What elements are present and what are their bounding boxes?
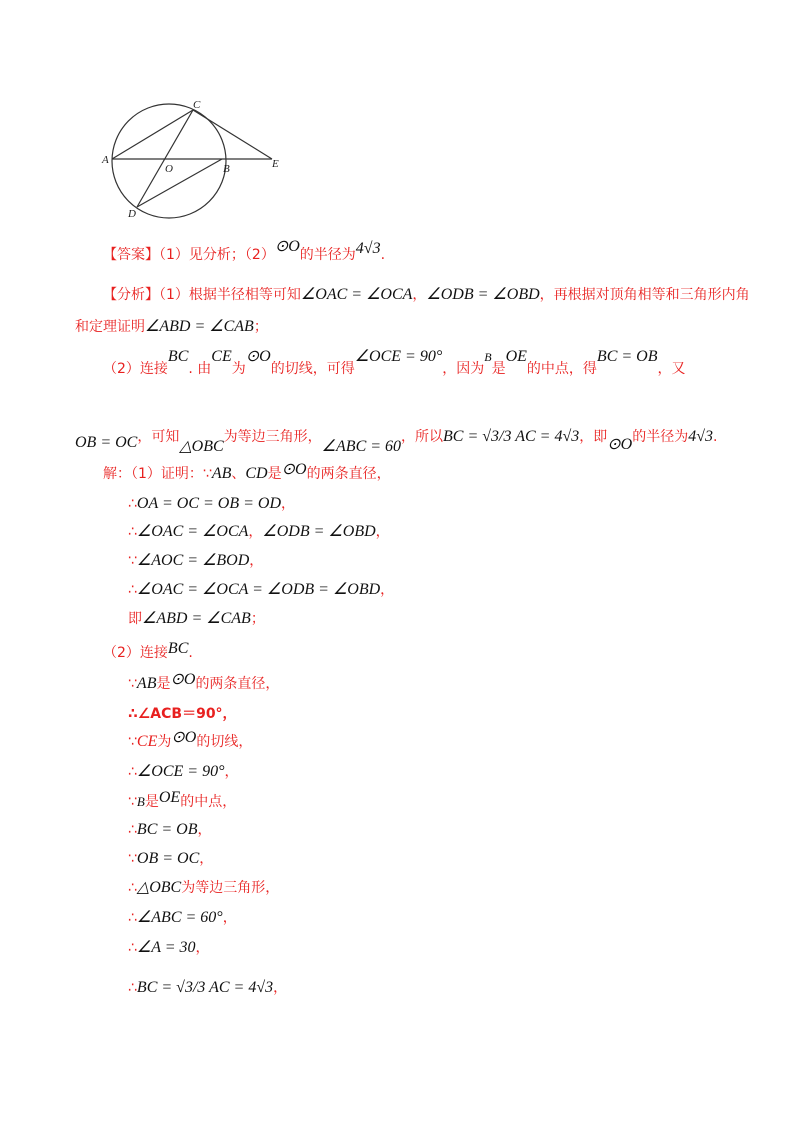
sol-l7-c: . bbox=[188, 645, 193, 661]
analysis-p2-dot: . 由 bbox=[188, 361, 212, 377]
sol-l4-s: ∵ bbox=[128, 553, 137, 569]
solution-line-18 bbox=[128, 977, 287, 997]
solution-line-15 bbox=[128, 877, 279, 897]
analysis-p3e: 的半径为 bbox=[632, 429, 689, 445]
sol-l18-c: ， bbox=[273, 980, 288, 996]
sol-l5-c: ， bbox=[380, 582, 395, 598]
math-odb-obd: ∠ODB = ∠OBD bbox=[426, 286, 540, 303]
answer-value: 4√3 bbox=[355, 240, 381, 257]
sol-l13-c: ， bbox=[197, 822, 212, 838]
geometry-figure bbox=[95, 95, 295, 225]
sol-l12-s: ∵ bbox=[128, 794, 137, 810]
sol-l14-s: ∵ bbox=[128, 851, 137, 867]
solution-line-3 bbox=[128, 521, 390, 541]
sol-l14-c: ， bbox=[199, 851, 214, 867]
answer-circle-o: ⊙O bbox=[274, 238, 300, 255]
label-b: B bbox=[223, 163, 230, 175]
analysis-p3d: ，即 bbox=[579, 429, 608, 445]
analysis-p2-tangent: 的切线，可得 bbox=[270, 361, 355, 377]
math-circle-o: ⊙O bbox=[245, 348, 271, 365]
math-bc-expr: BC = √3/3 AC = 4√3 bbox=[443, 428, 580, 445]
label-o: O bbox=[165, 163, 173, 175]
label-a: A bbox=[102, 154, 109, 166]
sol-l11-s: ∴ bbox=[128, 764, 137, 780]
answer-line bbox=[103, 238, 386, 264]
solution-line-4 bbox=[128, 550, 263, 570]
analysis-p1b: ，再根据对顶角相等和三角形内角 bbox=[539, 287, 750, 303]
solution-line-16 bbox=[128, 907, 237, 927]
math-ob-oc: OB = OC bbox=[75, 434, 138, 451]
math-ce: CE bbox=[211, 348, 232, 365]
sol-l8-shi: 是 bbox=[156, 676, 171, 692]
sol-l17-c: ， bbox=[195, 940, 210, 956]
sol-l3-m1: ∠OAC = ∠OCA bbox=[136, 523, 249, 540]
sol-l8-m: AB bbox=[136, 675, 157, 692]
sol-l12-oe: OE bbox=[158, 789, 181, 806]
answer-tag: 【答案】 bbox=[103, 247, 159, 263]
math-oe: OE bbox=[505, 348, 527, 365]
solution-line-5 bbox=[128, 579, 394, 599]
sol-l5-s: ∴ bbox=[128, 582, 137, 598]
analysis-p1c: 和定理证明 bbox=[75, 319, 145, 335]
solution-line-13 bbox=[128, 819, 212, 839]
analysis-p3c: ，所以 bbox=[401, 429, 444, 445]
solution-line-8 bbox=[128, 673, 279, 693]
sol-l3-c: ， bbox=[248, 524, 263, 540]
sol-l10-m: CE bbox=[136, 733, 158, 750]
analysis-line-1 bbox=[103, 284, 750, 304]
sol-l15-s: ∴ bbox=[128, 880, 137, 896]
sol-l10-s: ∵ bbox=[128, 734, 137, 750]
sol-l8-o: ⊙O bbox=[170, 671, 196, 688]
answer-radius-text: 的半径为 bbox=[299, 247, 356, 263]
sol-l5-m: ∠OAC = ∠OCA = ∠ODB = ∠OBD bbox=[136, 581, 381, 598]
analysis-p3b: 为等边三角形， bbox=[223, 429, 322, 445]
analysis-p2-mid: 的中点，得 bbox=[526, 361, 597, 377]
sol-l15-m: △OBC bbox=[136, 879, 182, 896]
line-ac bbox=[112, 110, 193, 159]
analysis-p1a: （1）根据半径相等可知 bbox=[159, 287, 301, 303]
sol-l10-wei: 为 bbox=[157, 734, 172, 750]
math-tri-obc: △OBC bbox=[179, 438, 224, 455]
sol-l2-m: OA = OC = OB = OD bbox=[136, 495, 282, 512]
sol-l10-b: 的切线， bbox=[196, 734, 253, 750]
sol-l11-m: ∠OCE = 90° bbox=[136, 763, 225, 780]
sol-l13-m: BC = OB bbox=[136, 821, 198, 838]
sol-l12-m: B bbox=[136, 794, 145, 809]
analysis-tag: 【分析】 bbox=[103, 287, 159, 303]
circle-o bbox=[112, 104, 226, 218]
sol-l1-b: 的两条直径， bbox=[306, 466, 391, 482]
math-abd-cab: ∠ABD = ∠CAB bbox=[145, 318, 254, 335]
math-radius: 4√3 bbox=[688, 428, 713, 445]
sol-l1-ab: AB bbox=[211, 465, 232, 482]
analysis-p3-end: . bbox=[712, 429, 718, 445]
sol-l13-s: ∴ bbox=[128, 822, 137, 838]
analysis-p2a: （2）连接 bbox=[103, 361, 168, 377]
sol-l6-c: ； bbox=[250, 611, 265, 627]
sol-l12-shi: 是 bbox=[144, 794, 159, 810]
sol-l8-s: ∵ bbox=[128, 676, 137, 692]
analysis-p2-wei: 为 bbox=[231, 361, 246, 377]
sol-l11-c: ， bbox=[224, 764, 239, 780]
math-oce-90: ∠OCE = 90° bbox=[354, 348, 443, 365]
sol-l8-b: 的两条直径， bbox=[195, 676, 280, 692]
sol-l1-dun: 、 bbox=[231, 466, 246, 482]
analysis-p2-because: ，因为 bbox=[442, 361, 485, 377]
math-abc-60: ∠ABC = 60 bbox=[321, 438, 402, 455]
analysis-p2-you: ，又 bbox=[657, 361, 686, 377]
sol-l17-m: ∠A = 30 bbox=[136, 939, 196, 956]
math-oac-oca: ∠OAC = ∠OCA bbox=[300, 286, 413, 303]
solution-line-11 bbox=[128, 761, 238, 781]
sol-l3-m2: ∠ODB = ∠OBD bbox=[262, 523, 376, 540]
solution-line-2 bbox=[128, 493, 295, 513]
answer-part1: （1）见分析；（2） bbox=[159, 247, 275, 263]
math-circle-o-2: ⊙O bbox=[607, 436, 633, 453]
label-e: E bbox=[272, 158, 279, 170]
sol-l16-s: ∴ bbox=[128, 910, 137, 926]
answer-end: . bbox=[380, 247, 386, 263]
analysis-comma: ， bbox=[412, 287, 427, 303]
solution-line-9 bbox=[128, 703, 237, 723]
analysis-line-4 bbox=[75, 426, 718, 455]
sol-l1-o: ⊙O bbox=[281, 461, 307, 478]
sol-l6-m: ∠ABD = ∠CAB bbox=[142, 610, 251, 627]
solution-line-7 bbox=[103, 642, 193, 662]
sol-l7-a: （2）连接 bbox=[103, 645, 168, 661]
label-d: D bbox=[128, 208, 136, 220]
sol-l1-cd: CD bbox=[245, 465, 268, 482]
sol-l16-c: ， bbox=[222, 910, 237, 926]
analysis-line-3 bbox=[103, 348, 686, 378]
sol-l1-shi: 是 bbox=[267, 466, 282, 482]
label-c: C bbox=[193, 99, 201, 111]
math-bc: BC bbox=[167, 348, 189, 365]
solution-line-14 bbox=[128, 848, 213, 868]
math-bc-ob: BC = OB bbox=[596, 348, 658, 365]
sol-l9: ∴∠ACB＝90°， bbox=[128, 706, 237, 722]
line-ce bbox=[193, 110, 272, 159]
math-b: B bbox=[484, 350, 492, 364]
sol-l18-m: BC = √3/3 AC = 4√3 bbox=[136, 979, 274, 996]
solution-line-10 bbox=[128, 731, 252, 751]
sol-l15-b: 为等边三角形， bbox=[181, 880, 280, 896]
solution-line-1 bbox=[103, 463, 391, 483]
analysis-p3a: ，可知 bbox=[137, 429, 180, 445]
solution-line-12 bbox=[128, 791, 236, 811]
sol-l3-e: ， bbox=[375, 524, 390, 540]
sol-l2-c: ， bbox=[281, 496, 296, 512]
sol-l18-s: ∴ bbox=[128, 980, 137, 996]
sol-l2-s: ∴ bbox=[128, 496, 137, 512]
analysis-line-2 bbox=[75, 316, 268, 336]
sol-l1-a: 解：（1）证明：∵ bbox=[103, 466, 212, 482]
sol-l6-a: 即 bbox=[128, 611, 142, 627]
analysis-p2-shi: 是 bbox=[491, 361, 506, 377]
sol-l7-m: BC bbox=[167, 640, 189, 657]
line-db bbox=[137, 159, 222, 207]
sol-l17-s: ∴ bbox=[128, 940, 137, 956]
sol-l3-s: ∴ bbox=[128, 524, 137, 540]
sol-l16-m: ∠ABC = 60° bbox=[136, 909, 223, 926]
sol-l12-b: 的中点， bbox=[180, 794, 237, 810]
sol-l4-m: ∠AOC = ∠BOD bbox=[136, 552, 250, 569]
solution-line-17 bbox=[128, 937, 210, 957]
sol-l14-m: OB = OC bbox=[136, 850, 200, 867]
sol-l4-c: ， bbox=[249, 553, 264, 569]
solution-line-6 bbox=[128, 608, 265, 628]
analysis-semi: ； bbox=[253, 319, 268, 335]
sol-l10-o: ⊙O bbox=[171, 729, 197, 746]
